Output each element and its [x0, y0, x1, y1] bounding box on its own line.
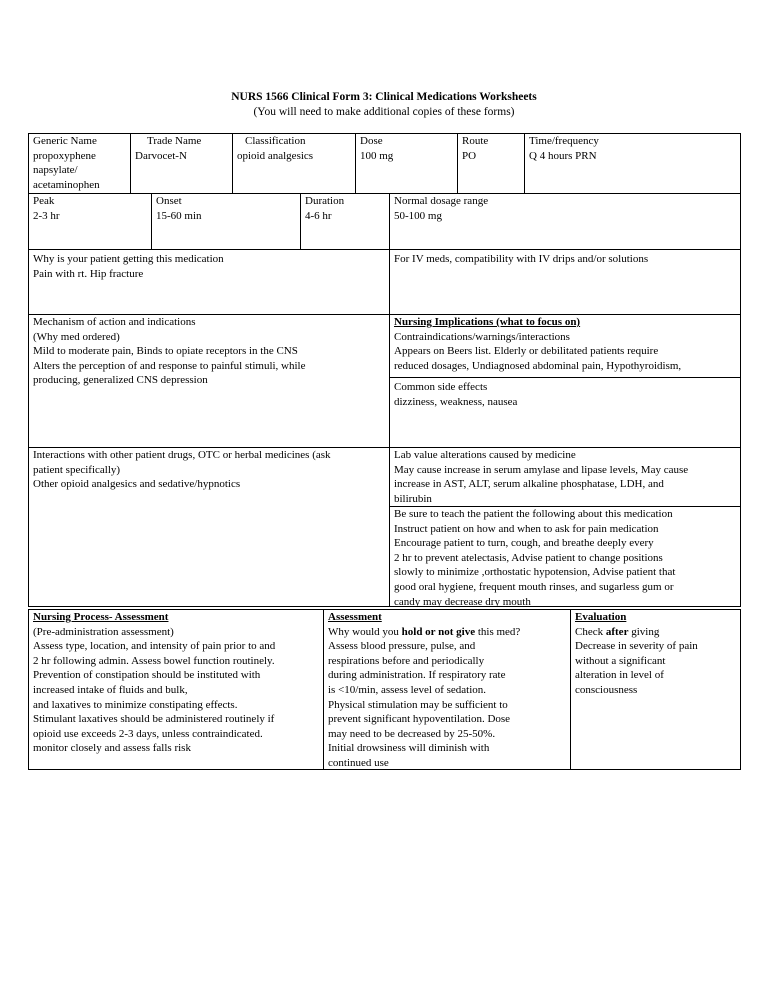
patient-teaching-line: candy may decrease dry mouth	[394, 595, 531, 607]
nursing-assessment-title: Nursing Process- Assessment	[33, 611, 169, 623]
hold-question	[328, 625, 566, 640]
hold-assessment-line: Physical stimulation may be sufficient to	[328, 698, 508, 711]
hold-question-prefix: Why would you	[328, 625, 402, 638]
nursing-assessment-line: Assess type, location, and intensity of pain prior to and	[33, 640, 276, 653]
iv-compatibility-cell	[389, 249, 741, 315]
mechanism-line: (Why med ordered)	[33, 330, 120, 343]
page-subtitle: (You will need to make additional copies of these forms)	[253, 106, 515, 118]
dose-label: Dose	[360, 135, 383, 147]
generic-name-cell	[28, 133, 131, 194]
evaluation-line: without a significant	[575, 654, 666, 667]
generic-name-line: propoxyphene	[33, 149, 96, 162]
classification-value: opioid analgesics	[237, 149, 314, 162]
patient-teaching-line: Instruct patient on how and when to ask for pain medication	[394, 522, 659, 535]
nursing-assessment-line: Prevention of constipation should be instituted with	[33, 669, 261, 682]
evaluation-check-prefix: Check	[575, 625, 606, 638]
route-label: Route	[462, 135, 489, 147]
page-title: NURS 1566 Clinical Form 3: Clinical Medications Worksheets	[231, 91, 537, 103]
duration-value: 4-6 hr	[305, 209, 332, 222]
hold-assessment-line: may need to be decreased by 25-50%.	[328, 727, 496, 740]
time-frequency-cell	[524, 133, 741, 194]
normal-dosage-cell	[389, 193, 741, 250]
evaluation-check-bold: after	[605, 625, 629, 638]
why-medication-value: Pain with rt. Hip fracture	[33, 267, 144, 280]
nursing-implications-line: Contraindications/warnings/interactions	[394, 330, 570, 343]
side-effects-label: Common side effects	[394, 381, 488, 393]
lab-values-line: increase in AST, ALT, serum alkaline phosphatase, LDH, and	[394, 478, 664, 491]
interactions-line: patient specifically)	[33, 463, 121, 476]
patient-teaching-line: Encourage patient to turn, cough, and breathe deeply every	[394, 537, 654, 550]
mechanism-line: producing, generalized CNS depression	[33, 374, 208, 387]
trade-name-cell	[130, 133, 233, 194]
evaluation-check	[575, 625, 736, 640]
nursing-implications-line: Appears on Beers list. Elderly or debilitated patients require	[394, 345, 659, 358]
nursing-assessment-cell	[28, 609, 324, 770]
nursing-assessment-line: Stimulant laxatives should be administered routinely if	[33, 713, 275, 726]
hold-question-bold: hold or not give	[401, 625, 476, 638]
nursing-assessment-line: 2 hr following admin. Assess bowel function routinely.	[33, 654, 275, 667]
onset-label: Onset	[156, 195, 182, 207]
lab-values-line: Lab value alterations caused by medicine	[394, 449, 576, 461]
trade-name-value: Darvocet-N	[135, 149, 187, 162]
hold-assessment-line: is <10/min, assess level of sedation.	[328, 683, 487, 696]
hold-assessment-title: Assessment	[328, 611, 382, 623]
evaluation-title: Evaluation	[575, 611, 627, 623]
evaluation-line: Decrease in severity of pain	[575, 640, 698, 653]
classification-cell	[232, 133, 356, 194]
hold-assessment-line: respirations before and periodically	[328, 654, 485, 667]
nursing-implications-cell	[389, 314, 741, 378]
peak-value: 2-3 hr	[33, 209, 60, 222]
normal-dosage-value: 50-100 mg	[394, 209, 442, 222]
time-frequency-label: Time/frequency	[529, 135, 599, 147]
mechanism-cell	[28, 314, 390, 448]
why-medication-label: Why is your patient getting this medication	[33, 253, 224, 265]
hold-assessment-cell	[323, 609, 571, 770]
nursing-assessment-line: (Pre-administration assessment)	[33, 625, 174, 638]
nursing-assessment-line: increased intake of fluids and bulk,	[33, 683, 188, 696]
generic-name-line: acetaminophen	[33, 178, 100, 191]
dose-value: 100 mg	[360, 149, 394, 162]
hold-assessment-line: prevent significant hypoventilation. Dose	[328, 713, 511, 726]
lab-values-cell	[389, 447, 741, 507]
interactions-line: Other opioid analgesics and sedative/hypnotics	[33, 478, 241, 491]
hold-assessment-line: Initial drowsiness will diminish with	[328, 742, 490, 755]
interactions-cell	[28, 447, 390, 607]
nursing-implications-title: Nursing Implications (what to focus on)	[394, 316, 581, 328]
iv-compatibility-label: For IV meds, compatibility with IV drips and/or solutions	[394, 253, 649, 265]
peak-cell	[28, 193, 152, 250]
interactions-line: Interactions with other patient drugs, OTC or herbal medicines (ask	[33, 449, 331, 461]
nursing-assessment-line: and laxatives to minimize constipating effects.	[33, 698, 238, 711]
side-effects-cell	[389, 377, 741, 448]
patient-teaching-line: 2 hr to prevent atelectasis, Advise patient to change positions	[394, 551, 663, 564]
patient-teaching-line: slowly to minimize ,orthostatic hypotension, Advise patient that	[394, 566, 676, 579]
route-cell	[457, 133, 525, 194]
nursing-implications-line: reduced dosages, Undiagnosed abdominal pain, Hypothyroidism,	[394, 359, 682, 372]
generic-name-label: Generic Name	[33, 135, 97, 147]
duration-cell	[300, 193, 390, 250]
classification-label: Classification	[245, 135, 306, 147]
normal-dosage-label: Normal dosage range	[394, 195, 489, 207]
mechanism-line: Mechanism of action and indications	[33, 316, 196, 328]
mechanism-line: Alters the perception of and response to painful stimuli, while	[33, 359, 306, 372]
duration-label: Duration	[305, 195, 345, 207]
evaluation-line: consciousness	[575, 683, 638, 696]
hold-assessment-line: during administration. If respiratory rate	[328, 669, 506, 682]
onset-value: 15-60 min	[156, 209, 202, 222]
lab-values-line: bilirubin	[394, 492, 432, 505]
time-frequency-value: Q 4 hours PRN	[529, 149, 597, 162]
patient-teaching-line: Be sure to teach the patient the following about this medication	[394, 508, 673, 520]
side-effects-value: dizziness, weakness, nausea	[394, 395, 518, 408]
patient-teaching-cell	[389, 506, 741, 607]
hold-assessment-line: Assess blood pressure, pulse, and	[328, 640, 476, 653]
nursing-assessment-line: opioid use exceeds 2-3 days, unless contraindicated.	[33, 727, 263, 740]
dose-cell	[355, 133, 458, 194]
lab-values-line: May cause increase in serum amylase and lipase levels, May cause	[394, 463, 689, 476]
trade-name-label: Trade Name	[147, 135, 202, 147]
generic-name-line: napsylate/	[33, 164, 78, 177]
route-value: PO	[462, 149, 477, 162]
evaluation-line: alteration in level of	[575, 669, 664, 682]
nursing-assessment-line: monitor closely and assess falls risk	[33, 742, 191, 755]
patient-teaching-line: good oral hygiene, frequent mouth rinses, and sugarless gum or	[394, 580, 674, 593]
mechanism-line: Mild to moderate pain, Binds to opiate receptors in the CNS	[33, 345, 298, 358]
evaluation-check-suffix: giving	[628, 625, 660, 638]
hold-assessment-line: continued use	[328, 756, 389, 769]
onset-cell	[151, 193, 301, 250]
peak-label: Peak	[33, 195, 55, 207]
evaluation-cell	[570, 609, 741, 770]
why-medication-cell	[28, 249, 390, 315]
hold-question-suffix: this med?	[475, 625, 521, 638]
